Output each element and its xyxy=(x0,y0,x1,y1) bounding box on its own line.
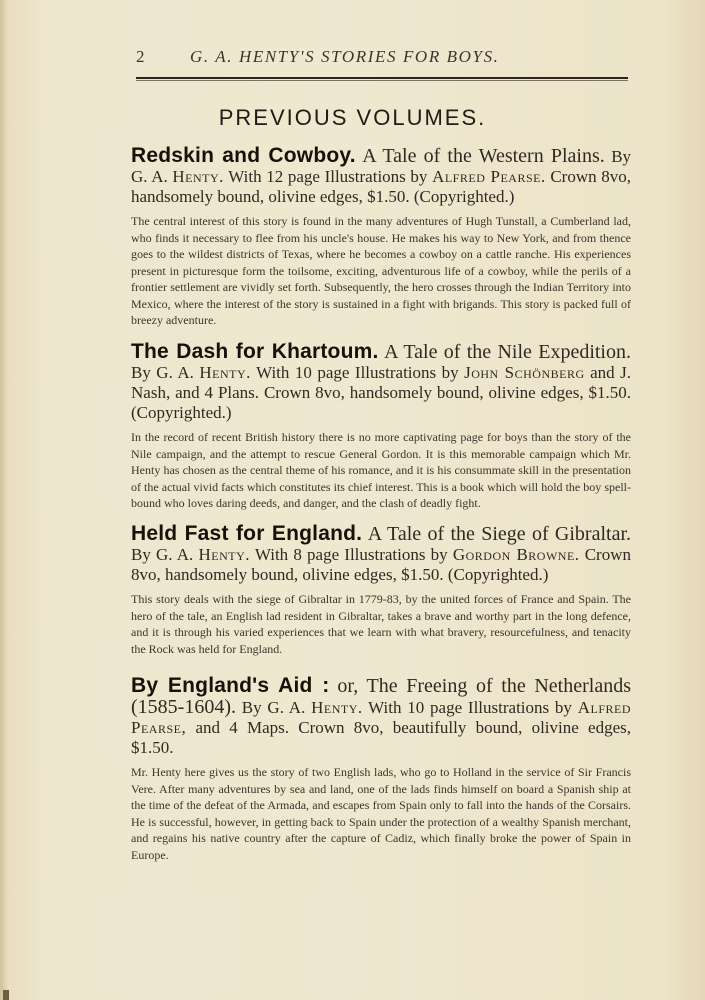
book-entry xyxy=(131,342,631,512)
running-header xyxy=(136,47,636,71)
book-entry xyxy=(131,676,631,863)
book-title: By England's Aid : xyxy=(131,674,330,697)
binding-shadow xyxy=(0,0,8,1000)
book-subtitle: A Tale of the Nile Expedition. xyxy=(384,341,631,363)
book-subtitle: A Tale of the Siege of Gibraltar. xyxy=(367,523,631,545)
illustrator-name: Gordon Browne. xyxy=(452,545,580,564)
details-illustrations: With 10 page Illustrations by xyxy=(368,698,572,717)
entry-lead xyxy=(131,342,631,423)
book-title: The Dash for Khartoum. xyxy=(131,340,379,363)
book-description: In the record of recent British history there is no more captivating page for boys than the story of the Nile campaign, and the attempt to rescue General Gordon. It is this memorable campaign which Mr. Henty has chosen as the central theme of his romance, and it is his consummate skill in the presentation of the actual vivid facts which constitutes its chief interest. This is a book which will hold the boy spell-bound who loves daring deeds, and danger, and the clash of deadly fight. xyxy=(131,430,631,510)
book-description: Mr. Henty here gives us the story of two English lads, who go to Holland in the service of Sir Francis Vere. After many adventures by sea and land, one of the lads finds himself on board a Spanish ship at the time of the defeat of the Armada, and escapes from Spain only to fall into the hands of the Corsairs. He is successful, however, in getting back to Spain under the protection of a wealthy Spanish merchant, and regains his native country after the capture of Cadiz, which finally broke the power of Spain in Europe. xyxy=(131,765,631,862)
byline-prefix: By G. A. xyxy=(241,698,306,717)
byline-prefix: By G. A. xyxy=(131,363,194,382)
details-illustrations: With 8 page Illustrations by xyxy=(254,545,448,564)
entry-lead xyxy=(131,524,631,585)
section-heading: PREVIOUS VOLUMES. xyxy=(218,105,487,130)
entry-lead xyxy=(131,676,631,758)
book-entry xyxy=(131,146,631,329)
running-title: G. A. HENTY'S STORIES FOR BOYS. xyxy=(190,47,500,66)
book-subtitle: A Tale of the Western Plains. xyxy=(362,145,605,167)
binding-mark xyxy=(3,990,9,1000)
entry-lead xyxy=(131,146,631,207)
byline-prefix: By G. A. xyxy=(131,545,194,564)
details-binding: and 4 Maps. Crown 8vo, beautifully bound, olivine edges, $1.50. xyxy=(131,718,631,757)
illustrator-name: Alfred Pearse. xyxy=(432,167,546,186)
details-binding: Crown 8vo, handsomely bound, olivine edges, $1.50. (Copyrighted.) xyxy=(131,545,631,584)
book-title: Redskin and Cowboy. xyxy=(131,144,356,167)
author-name: Henty. xyxy=(199,363,251,382)
header-rule-thin xyxy=(136,80,628,81)
author-name: Henty. xyxy=(311,698,363,717)
author-name: Henty. xyxy=(172,167,224,186)
illustrator-name: Alfred Pearse, xyxy=(131,698,631,737)
illustrator-name: John Schönberg xyxy=(464,363,585,382)
book-title: Held Fast for England. xyxy=(131,522,363,545)
details-binding: and J. Nash, and 4 Plans. Crown 8vo, handsomely bound, olivine edges, $1.50. (Copyrighted.) xyxy=(131,363,632,422)
header-rule xyxy=(136,77,628,79)
book-description: The central interest of this story is found in the many adventures of Hugh Tunstall, a Cumberland lad, who finds it necessary to flee from his uncle's house. He makes his way to New York, and from thence goes to the wildest districts of Texas, where he becomes a cowboy on a cattle ranche. His experiences present in picturesque form the toilsome, exciting, adventurous life of a cowboy, while the perils of a frontier settlement are vividly set forth. Subsequently, the hero crosses through the Indian Territory into Mexico, where the interest of the story is sustained in a fight with brigands. This story is packed full of breezy adventure. xyxy=(131,214,631,327)
details-illustrations: With 12 page Illustrations by xyxy=(228,167,428,186)
author-name: Henty. xyxy=(198,545,250,564)
book-subtitle: or, The Freeing of the Netherlands (1585-1604). xyxy=(131,675,631,718)
book-description: This story deals with the siege of Gibraltar in 1779-83, by the united forces of France and Spain. The hero of the tale, an English lad resident in Gibraltar, takes a brave and worthy part in the long defence, and it is through his varied experiences that we learn with what bravery, resourcefulness, and tenacity the Rock was held for England. xyxy=(131,592,631,656)
details-illustrations: With 10 page Illustrations by xyxy=(256,363,459,382)
byline-prefix: By G. A. xyxy=(131,147,632,186)
page-number: 2 xyxy=(136,47,147,66)
book-entry xyxy=(131,524,631,657)
details-binding: Crown 8vo, handsomely bound, olivine edges, $1.50. (Copyrighted.) xyxy=(131,167,632,206)
